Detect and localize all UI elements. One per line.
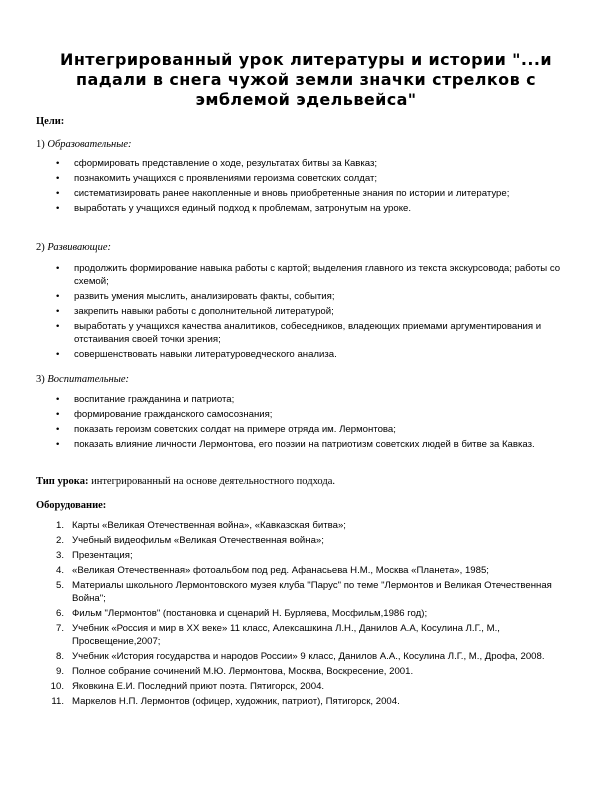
list-number: 5.	[55, 580, 64, 591]
list-text: Учебник «История государства и народов России» 9 класс, Данилов А.А., Косулина Л.Г., М., Дрофа, 2008.	[72, 651, 545, 662]
upbringing-number: 3)	[36, 374, 45, 385]
list-number: 1.	[55, 520, 64, 531]
list-text: Маркелов Н.П. Лермонтов (офицер, художник, патриот), Пятигорск, 2004.	[72, 696, 400, 707]
educational-label: Образовательные:	[47, 139, 132, 150]
educational-heading	[36, 139, 132, 150]
equipment-heading: Оборудование:	[36, 500, 107, 511]
list-text: Яковкина Е.И. Последний приют поэта. Пятигорск, 2004.	[72, 681, 325, 692]
list-number: 2.	[55, 535, 64, 546]
developing-number: 2)	[36, 242, 45, 253]
list-text: Презентация;	[72, 550, 133, 561]
list-item: • формирование гражданского самосознания;	[56, 408, 576, 421]
list-item	[46, 579, 576, 605]
list-item: • продолжить формирование навыка работы с картой; выделения главного из текста экскурсовода; работы со схемой;	[56, 262, 576, 288]
list-text: Материалы школьного Лермонтовского музея клуба "Парус" по теме "Лермонтов и Великая Отечественная Война";	[72, 580, 552, 604]
list-item	[46, 695, 576, 708]
lesson-type-label: Тип урока:	[36, 476, 89, 487]
list-item: • систематизировать ранее накопленные и вновь приобретенные знания по истории и литературе;	[56, 187, 576, 200]
upbringing-list	[56, 393, 576, 453]
educational-list	[56, 157, 576, 217]
list-item	[46, 622, 576, 648]
developing-list	[56, 262, 576, 363]
list-item	[46, 665, 576, 678]
list-text: «Великая Отечественная» фотоальбом под ред. Афанасьева Н.М., Москва «Планета», 1985;	[72, 565, 489, 576]
list-item: • выработать у учащихся качества аналитиков, собеседников, владеющих приемами аргументирования и отстаивания своей точки зрения;	[56, 320, 576, 346]
list-text: Учебный видеофильм «Великая Отечественная война»;	[72, 535, 324, 546]
list-item	[46, 549, 576, 562]
list-number: 7.	[55, 623, 64, 634]
equipment-list	[46, 519, 576, 710]
list-text: Карты «Великая Отечественная война», «Кавказская битва»;	[72, 520, 346, 531]
list-item: • показать героизм советских солдат на примере отряда им. Лермонтова;	[56, 423, 576, 436]
list-number: 8.	[55, 651, 64, 662]
list-text: Полное собрание сочинений М.Ю. Лермонтова, Москва, Воскресение, 2001.	[72, 666, 414, 677]
list-item	[46, 519, 576, 532]
list-number: 9.	[55, 666, 64, 677]
list-item	[46, 680, 576, 693]
list-item: • совершенствовать навыки литературоведческого анализа.	[56, 348, 576, 361]
list-item	[46, 607, 576, 620]
developing-label: Развивающие:	[47, 242, 112, 253]
list-number: 10.	[50, 681, 64, 692]
list-item: • сформировать представление о ходе, результатах битвы за Кавказ;	[56, 157, 576, 170]
list-item: • закрепить навыки работы с дополнительной литературой;	[56, 305, 576, 318]
developing-heading	[36, 242, 111, 253]
list-item: • познакомить учащихся с проявлениями героизма советских солдат;	[56, 172, 576, 185]
list-item	[46, 564, 576, 577]
list-text: Учебник «Россия и мир в XX веке» 11 класс, Алексашкина Л.Н., Данилов А.А, Косулина Л.Г., М., Просвещение,2007;	[72, 623, 500, 647]
lesson-type-value: интегрированный на основе деятельностного подхода.	[88, 476, 335, 487]
list-item	[46, 534, 576, 547]
page-title: Интегрированный урок литературы и истории "...и падали в снега чужой земли значки стрелков с эмблемой эдельвейса"	[60, 50, 552, 109]
upbringing-label: Воспитательные:	[47, 374, 129, 385]
list-number: 11.	[51, 696, 64, 707]
list-item: • развить умения мыслить, анализировать факты, события;	[56, 290, 576, 303]
upbringing-heading	[36, 374, 129, 385]
list-text: Фильм "Лермонтов" (постановка и сценарий Н. Бурляева, Мосфильм,1986 год);	[72, 608, 428, 619]
list-number: 4.	[55, 565, 64, 576]
list-item: • показать влияние личности Лермонтова, его поэзии на патриотизм советских людей в битве за Кавказ.	[56, 438, 576, 451]
list-item: • воспитание гражданина и патриота;	[56, 393, 576, 406]
educational-number: 1)	[36, 139, 45, 150]
list-number: 6.	[55, 608, 64, 619]
list-number: 3.	[55, 550, 64, 561]
list-item	[46, 650, 576, 663]
lesson-type	[36, 476, 335, 487]
list-item: • выработать у учащихся единый подход к проблемам, затронутым на уроке.	[56, 202, 576, 215]
goals-heading: Цели:	[36, 116, 65, 127]
